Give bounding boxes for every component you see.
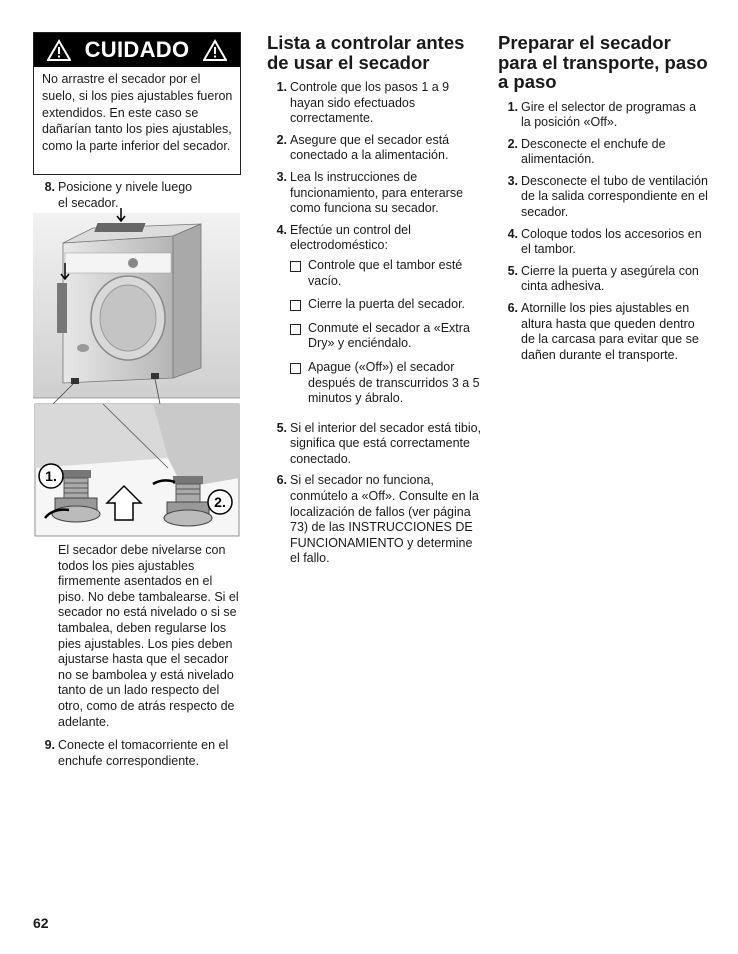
checklist-item: 5. Si el interior del secador está tibio, significa que está correctamente conectado. [276, 420, 482, 466]
step-8 [40, 180, 205, 211]
spirit-level-side [57, 283, 67, 333]
transport-item: 4. Coloque todos los accesorios en el tambor. [507, 226, 702, 257]
checkbox-icon [290, 261, 301, 272]
transport-item: 2. Desconecte el enchufe de alimentación. [507, 136, 666, 167]
warning-icon [203, 39, 227, 61]
svg-text:2.: 2. [214, 494, 226, 510]
step-text: Posicione y nivele luego el secador. [58, 180, 193, 210]
transport-heading: Preparar el secador para el transporte, paso a paso [498, 32, 708, 92]
checklist-item: 1. Controle que los pasos 1 a 9 hayan sido efectuados correctamente. [276, 80, 450, 126]
checklist-item: 6. Si el secador no funciona, conmútelo a «Off». Consulte en la localización de fallos (ver página 73) de las INSTRUCCIONES DE FUNCIONAMIENTO y determine el fallo. [276, 473, 479, 566]
leveling-note: El secador debe nivelarse con todos los pies ajustables firmemente asentados en el piso. No debe tambalearse. Si el secador no está nivelado o si se tambalea, deben regularse los pies ajustables. Los pies deben ajustarse hasta que el secador no se bambolea y está nivelado tanto de un lado respecto del otro, como de atrás respecto de adelante. [58, 543, 239, 729]
step-number: 8. [44, 180, 55, 194]
dryer-leveling-illustration [33, 208, 240, 538]
caution-header [34, 33, 240, 67]
check-subitem: Conmute el secador a «Extra Dry» y enciéndalo. [290, 321, 482, 352]
checklist-item: 2. Asegure que el secador está conectado a la alimentación. [276, 132, 450, 163]
caution-text: No arrastre el secador por el suelo, si los pies ajustables fueron extendidos. En este caso se dañarían tanto los pies ajustables, como la parte inferior del secador. [42, 72, 233, 154]
check-subitem: Controle que el tambor esté vacío. [290, 258, 482, 289]
step-number: 9. [44, 738, 55, 752]
check-subitem: Cierre la puerta del secador. [290, 297, 482, 313]
checklist-section [267, 33, 482, 573]
check-subitem: Apague («Off») el secador después de transcurridos 3 a 5 minutos y ábralo. [290, 360, 482, 407]
checklist-item: 4. Efectúe un control del electrodoméstico: Controle que el tambor esté vacío. Cierre la puerta del secador. Conmute el secador a «Extra Dry» y enciéndalo. Apague («Off») el secador después de transcurridos 3 a 5 minutos y ábralo. [272, 223, 482, 415]
transport-item: 6. Atornille los pies ajustables en altura hasta que queden dentro de la carcasa para evitar que se dañen durante el transporte. [507, 301, 699, 362]
step-9 [40, 738, 230, 769]
checkbox-icon [290, 300, 301, 311]
warning-icon [47, 39, 71, 61]
checklist-item: 3. Lea ls instrucciones de funcionamiento, para enterarse como funciona su secador. [276, 169, 464, 216]
transport-section [498, 33, 708, 369]
checkbox-icon [290, 324, 301, 335]
step-text: Conecte el tomacorriente en el enchufe correspondiente. [58, 738, 229, 768]
svg-text:1.: 1. [45, 468, 57, 484]
transport-item: 1. Gire el selector de programas a la posición «Off». [507, 99, 697, 130]
checklist-heading: Lista a controlar antes de usar el secador [267, 32, 465, 73]
transport-item: 3. Desconecte el tubo de ventilación de la salida correspondiente en el secador. [507, 173, 708, 220]
caution-title: CUIDADO [84, 37, 190, 62]
checklist-subitems [272, 258, 482, 415]
checkbox-icon [290, 363, 301, 374]
page-number: 62 [33, 915, 49, 931]
transport-item: 5. Cierre la puerta y asegúrela con cinta adhesiva. [507, 263, 699, 294]
caution-box [33, 32, 241, 175]
